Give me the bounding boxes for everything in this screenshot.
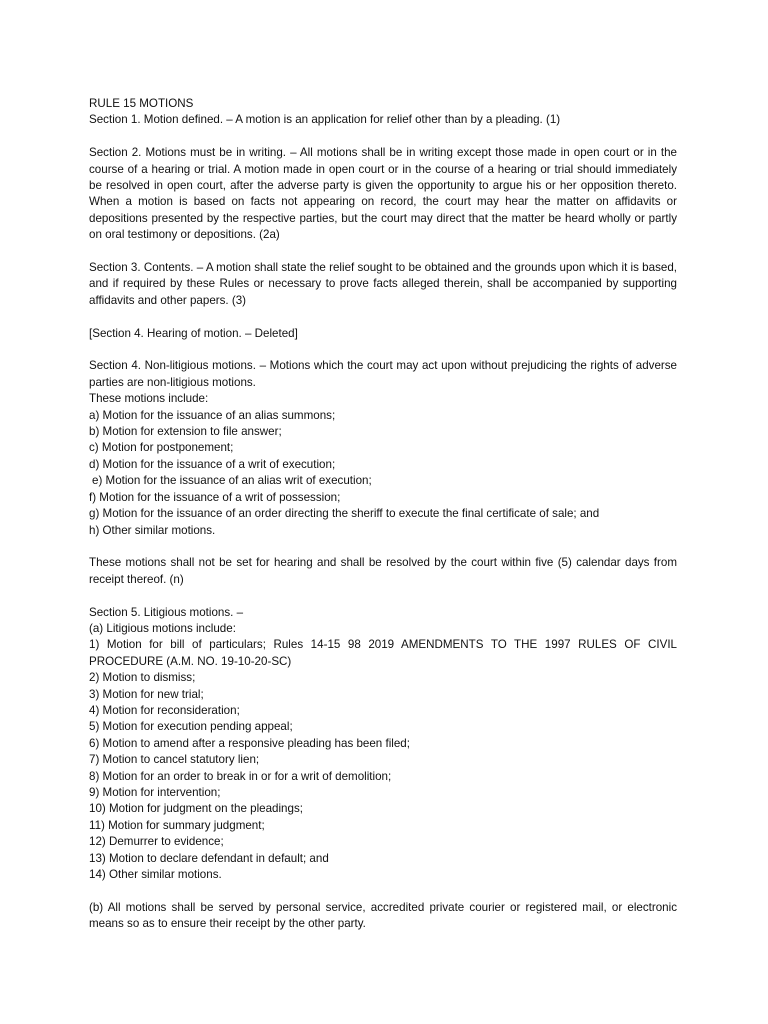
list-item: 5) Motion for execution pending appeal; xyxy=(89,720,293,734)
list-item: 6) Motion to amend after a responsive pleading has been filed; xyxy=(89,736,410,750)
list-item: c) Motion for postponement; xyxy=(89,441,234,455)
list-item: 3) Motion for new trial; xyxy=(89,687,204,701)
section-4-deleted: [Section 4. Hearing of motion. – Deleted] xyxy=(89,326,298,340)
list-item: h) Other similar motions. xyxy=(89,523,216,537)
list-item: 8) Motion for an order to break in or for a writ of demolition; xyxy=(89,769,392,783)
list-item: b) Motion for extension to file answer; xyxy=(89,425,282,439)
list-item: 10) Motion for judgment on the pleadings; xyxy=(89,802,303,816)
list-item: 7) Motion to cancel statutory lien; xyxy=(89,753,260,767)
list-item: d) Motion for the issuance of a writ of execution; xyxy=(89,457,336,471)
list-item: a) Motion for the issuance of an alias summons; xyxy=(89,408,336,422)
list-item: 4) Motion for reconsideration; xyxy=(89,703,240,717)
section-5-b: (b) All motions shall be served by personal service, accredited private courier or registered mail, or electronic means so as to ensure their receipt by the other party. xyxy=(89,900,677,931)
section-4-include-label: These motions include: xyxy=(89,392,209,406)
section-5-heading: Section 5. Litigious motions. – xyxy=(89,605,244,619)
list-item: f) Motion for the issuance of a writ of possession; xyxy=(89,490,341,504)
list-item: 9) Motion for intervention; xyxy=(89,785,221,799)
list-item: 12) Demurrer to evidence; xyxy=(89,835,224,849)
rule-title: RULE 15 MOTIONS xyxy=(89,97,194,110)
list-item: 14) Other similar motions. xyxy=(89,868,222,881)
section-1: Section 1. Motion defined. – A motion is an application for relief other than by a pleading. (1) xyxy=(89,113,561,127)
section-2: Section 2. Motions must be in writing. – All motions shall be in writing except those made in open court or in the course of a hearing or trial. A motion made in open court or in the course of a hearing or trial should immediately be resolved in open court, after the adverse party is given the opportunity to argue his or her opposition thereto. When a motion is based on facts not appearing on record, the court may hear the matter on affidavits or depositions presented by the respective parties, but the court may direct that the matter be heard wholly or partly on oral testimony or depositions. (2a) xyxy=(89,146,677,242)
list-item: 1) Motion for bill of particulars; Rules 14-15 98 2019 AMENDMENTS TO THE 1997 RULES OF CIVIL PROCEDURE (A.M. NO. 19-10-20-SC) xyxy=(89,638,677,668)
section-4-note: These motions shall not be set for hearing and shall be resolved by the court within five (5) calendar days from receipt thereof. (n) xyxy=(89,556,677,586)
list-item: 13) Motion to declare defendant in default; and xyxy=(89,851,329,865)
list-item: 2) Motion to dismiss; xyxy=(89,671,196,685)
section-3: Section 3. Contents. – A motion shall state the relief sought to be obtained and the grounds upon which it is based, and if required by these Rules or necessary to prove facts alleged therein, shall be accompanied by supporting affidavits and other papers. (3) xyxy=(89,261,677,307)
section-5-a-label: (a) Litigious motions include: xyxy=(89,621,236,635)
list-item: 11) Motion for summary judgment; xyxy=(89,818,265,832)
section-4-non-litigious: Section 4. Non-litigious motions. – Motions which the court may act upon without prejudicing the rights of adverse parties are non-litigious motions. xyxy=(89,359,677,389)
list-item: e) Motion for the issuance of an alias writ of execution; xyxy=(92,474,372,488)
list-item: g) Motion for the issuance of an order directing the sheriff to execute the final certificate of sale; and xyxy=(89,507,600,521)
